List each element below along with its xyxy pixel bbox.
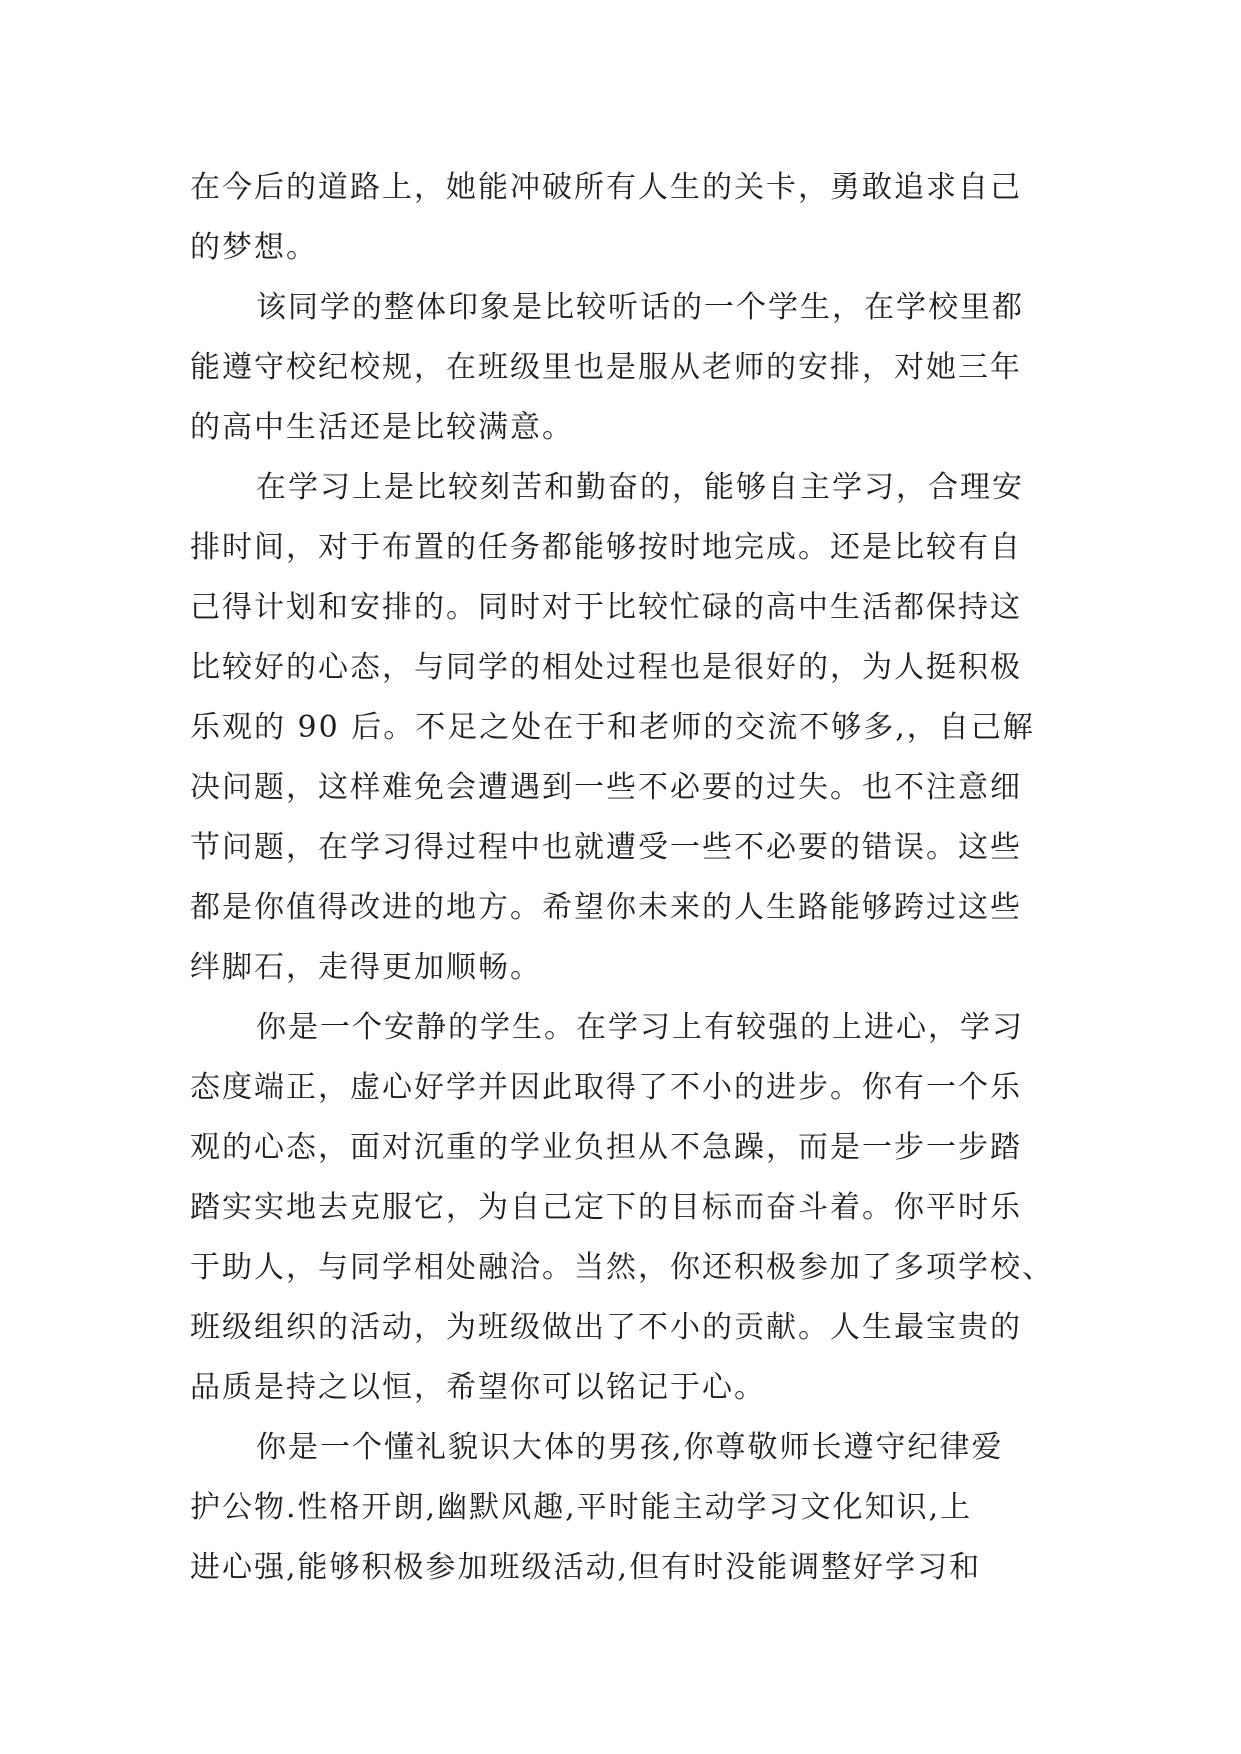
text-line: 于助人，与同学相处融洽。当然，你还积极参加了多项学校、 [190,1250,1054,1285]
paragraph-start-line: 该同学的整体印象是比较听话的一个学生，在学校里都 [256,290,1024,325]
text-line: 都是你值得改进的地方。希望你未来的人生路能够跨过这些 [190,890,1022,925]
text-line: 的梦想。 [190,230,318,265]
text-line: 进心强,能够积极参加班级活动,但有时没能调整好学习和 [190,1550,982,1585]
text-line: 踏实实地去克服它，为自己定下的目标而奋斗着。你平时乐 [190,1190,1022,1225]
text-line: 绊脚石，走得更加顺畅。 [190,950,542,985]
text-line: 品质是持之以恒，希望你可以铭记于心。 [190,1370,766,1405]
text-line: 的高中生活还是比较满意。 [190,410,574,445]
text-line: 决问题，这样难免会遭遇到一些不必要的过失。也不注意细 [190,770,1022,805]
paragraph-start-line: 你是一个懂礼貌识大体的男孩,你尊敬师长遵守纪律爱 [256,1430,1004,1465]
paragraph-start-line: 在学习上是比较刻苦和勤奋的，能够自主学习，合理安 [256,470,1024,505]
text-line: 态度端正，虚心好学并因此取得了不小的进步。你有一个乐 [190,1070,1022,1105]
text-line: 护公物.性格开朗,幽默风趣,平时能主动学习文化知识,上 [190,1490,973,1525]
text-line: 节问题，在学习得过程中也就遭受一些不必要的错误。这些 [190,830,1022,865]
body-text [190,158,1054,1598]
text-line: 比较好的心态，与同学的相处过程也是很好的，为人挺积极 [190,650,1022,685]
text-line: 在今后的道路上，她能冲破所有人生的关卡，勇敢追求自己 [190,170,1022,205]
text-line: 班级组织的活动，为班级做出了不小的贡献。人生最宝贵的 [190,1310,1022,1345]
paragraph-start-line: 你是一个安静的学生。在学习上有较强的上进心，学习 [256,1010,1024,1045]
text-line: 己得计划和安排的。同时对于比较忙碌的高中生活都保持这 [190,590,1022,625]
text-line: 排时间，对于布置的任务都能够按时地完成。还是比较有自 [190,530,1022,565]
text-line: 观的心态，面对沉重的学业负担从不急躁，而是一步一步踏 [190,1130,1022,1165]
text-line: 能遵守校纪校规，在班级里也是服从老师的安排，对她三年 [190,350,1022,385]
text-line: 乐观的 90 后。不足之处在于和老师的交流不够多,，自己解 [190,710,1035,745]
